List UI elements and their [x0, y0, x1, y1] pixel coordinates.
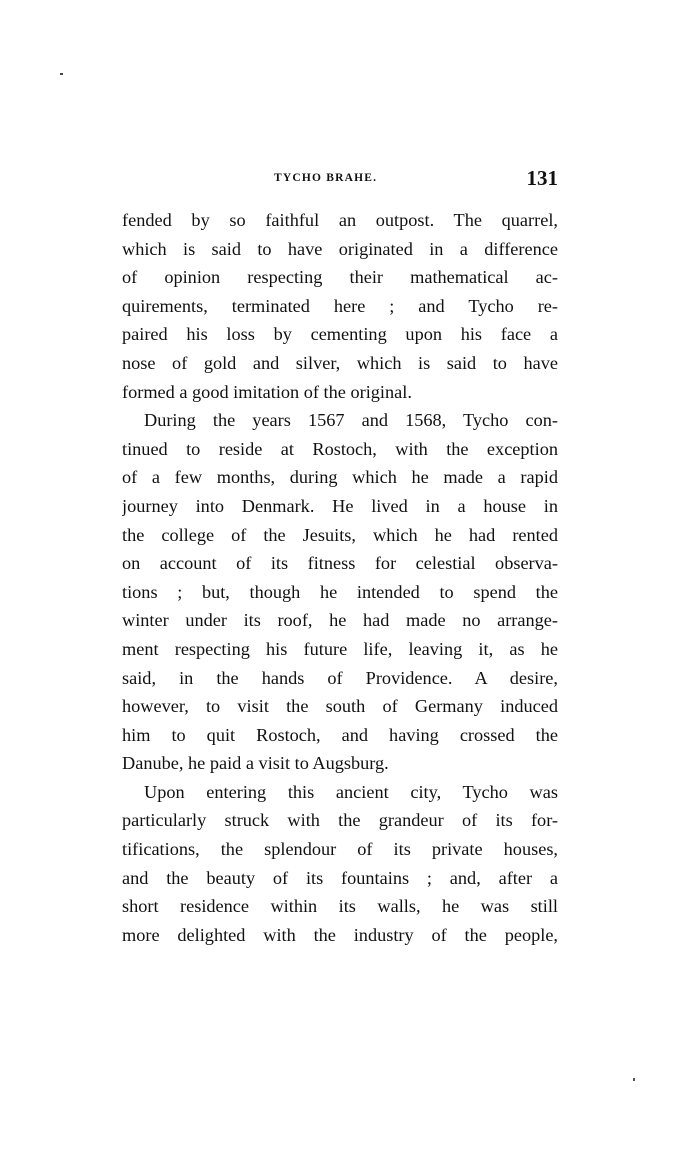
text-line: journey into Denmark. He lived in a house in: [122, 495, 558, 516]
page-number: 131: [526, 166, 558, 190]
text-line: quirements, terminated here ; and Tycho re-: [122, 295, 558, 316]
text-line: the college of the Jesuits, which he had rented: [122, 524, 558, 545]
scan-speck: [633, 1078, 635, 1081]
text-line: During the years 1567 and 1568, Tycho con-: [144, 410, 558, 431]
text-line: however, to visit the south of Germany induced: [122, 696, 558, 717]
body-text: [122, 206, 558, 949]
text-line: fended by so faithful an outpost. The quarrel,: [122, 210, 558, 230]
text-line: ment respecting his future life, leaving it, as he: [122, 638, 558, 659]
text-line: nose of gold and silver, which is said to have: [122, 352, 558, 373]
text-line: said, in the hands of Providence. A desire,: [122, 667, 558, 688]
text-line: more delighted with the industry of the people,: [122, 924, 558, 945]
text-line: tifications, the splendour of its private houses,: [122, 839, 558, 860]
text-line: and the beauty of its fountains ; and, after a: [122, 867, 558, 888]
text-line: paired his loss by cementing upon his face a: [122, 324, 558, 345]
text-line: tions ; but, though he intended to spend the: [122, 581, 558, 602]
running-title: TYCHO BRAHE.: [274, 172, 378, 184]
text-line: of a few months, during which he made a rapid: [122, 467, 558, 488]
text-line: winter under its roof, he had made no arrange-: [122, 610, 558, 631]
text-line: tinued to reside at Rostoch, with the exception: [122, 438, 558, 459]
text-line: Danube, he paid a visit to Augsburg.: [122, 753, 389, 774]
text-line: particularly struck with the grandeur of its for-: [122, 810, 558, 831]
text-line: Upon entering this ancient city, Tycho was: [144, 781, 558, 802]
text-line: formed a good imitation of the original.: [122, 381, 412, 402]
scan-speck: [60, 73, 63, 75]
text-line: which is said to have originated in a difference: [122, 238, 558, 259]
text-line: him to quit Rostoch, and having crossed the: [122, 724, 558, 745]
text-line: of opinion respecting their mathematical ac-: [122, 267, 558, 288]
page-header: [122, 166, 558, 196]
text-line: on account of its fitness for celestial observa-: [122, 553, 558, 574]
text-line: short residence within its walls, he was still: [122, 896, 558, 917]
